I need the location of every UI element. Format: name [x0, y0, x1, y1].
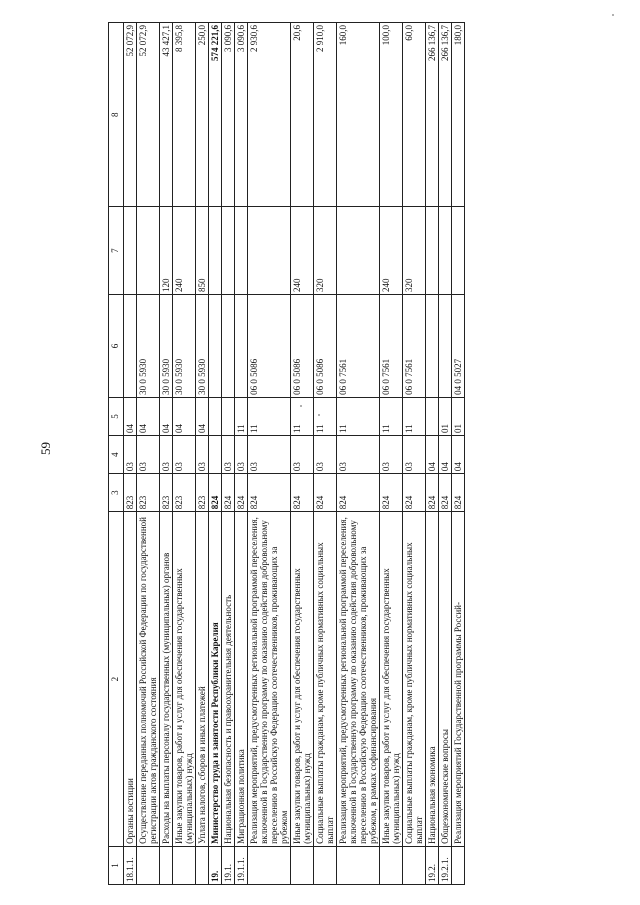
cell-c8: 3 090,6 — [222, 23, 235, 207]
cell-c3: 824 — [439, 474, 452, 512]
cell-c2: Органы юстиции — [124, 512, 137, 847]
cell-c4: 03 — [337, 436, 380, 474]
table-row — [337, 23, 380, 885]
cell-c8: 160,0 — [337, 23, 380, 207]
cell-c3: 823 — [196, 474, 209, 512]
cell-c3: 823 — [124, 474, 137, 512]
cell-c8: 52 072,9 — [137, 23, 160, 207]
cell-c6: 30 0 5930 — [160, 294, 173, 397]
budget-table — [108, 22, 465, 885]
cell-c8: 20,6 — [291, 23, 314, 207]
cell-c7 — [222, 207, 235, 295]
cell-c8: 100,0 — [380, 23, 403, 207]
cell-c7: 240 — [291, 207, 314, 295]
cell-c7 — [439, 207, 452, 295]
header-cell-2: 2 — [109, 512, 124, 847]
cell-c3: 824 — [235, 474, 248, 512]
cell-c6: 06 0 7561 — [337, 294, 380, 397]
cell-c3: 824 — [426, 474, 439, 512]
cell-c4: 04 — [452, 436, 465, 474]
table-row — [403, 23, 426, 885]
scan-speck — [318, 414, 320, 416]
cell-c4: 04 — [439, 436, 452, 474]
header-cell-3: 3 — [109, 474, 124, 512]
cell-c2: Реализация мероприятий, предусмотренных региональной программой переселения, включенной в Государственную программу по оказанию содействия добровольному переселению в Российскую Федерацию соотечественников, проживающих за рубежом, в рамках софинансирования — [337, 512, 380, 847]
cell-c1: 19.1.1. — [235, 846, 248, 884]
page-number: 59 — [38, 442, 53, 455]
cell-c5: 04 — [137, 397, 160, 435]
cell-c7 — [248, 207, 291, 295]
cell-c1 — [337, 846, 380, 884]
cell-c6 — [439, 294, 452, 397]
table-row — [248, 23, 291, 885]
cell-c4: 03 — [235, 436, 248, 474]
cell-c8: 43 427,1 — [160, 23, 173, 207]
cell-c5: 04 — [173, 397, 196, 435]
cell-c6: 30 0 5930 — [196, 294, 209, 397]
table-row — [124, 23, 137, 885]
cell-c6: 30 0 5930 — [137, 294, 160, 397]
table-row — [452, 23, 465, 885]
cell-c2: Осуществление переданных полномочий Российской Федерации по государственной регистрации актов гражданского состояния — [137, 512, 160, 847]
table-row — [380, 23, 403, 885]
cell-c7: 240 — [173, 207, 196, 295]
cell-c5 — [209, 397, 222, 435]
cell-c3: 824 — [291, 474, 314, 512]
cell-c4: 03 — [160, 436, 173, 474]
cell-c8: 266 136,7 — [426, 23, 439, 207]
cell-c8: 60,0 — [403, 23, 426, 207]
header-cell-5: 5 — [109, 397, 124, 435]
header-cell-4: 4 — [109, 436, 124, 474]
cell-c7: 320 — [403, 207, 426, 295]
cell-c2: Расходы на выплаты персоналу государственных (муниципальных) органов — [160, 512, 173, 847]
cell-c2: Иные закупки товаров, работ и услуг для обеспечения государственных (муниципальных) нужд — [380, 512, 403, 847]
cell-c3: 823 — [137, 474, 160, 512]
cell-c1 — [248, 846, 291, 884]
table-row — [314, 23, 337, 885]
cell-c2: Реализация мероприятий Государственной программы Россий- — [452, 512, 465, 847]
cell-c1 — [160, 846, 173, 884]
cell-c6 — [222, 294, 235, 397]
cell-c7 — [137, 207, 160, 295]
cell-c5: 11 — [403, 397, 426, 435]
table-row — [137, 23, 160, 885]
cell-c1: 19.2. — [426, 846, 439, 884]
table-row — [235, 23, 248, 885]
cell-c4: 04 — [426, 436, 439, 474]
cell-c5: 01 — [439, 397, 452, 435]
cell-c2: Министерство труда и занятости Республики Карелия — [209, 512, 222, 847]
table-row — [291, 23, 314, 885]
table-row — [209, 23, 222, 885]
cell-c4: 03 — [291, 436, 314, 474]
cell-c5: 11 — [248, 397, 291, 435]
table-row — [160, 23, 173, 885]
cell-c4: 03 — [173, 436, 196, 474]
cell-c4: 03 — [314, 436, 337, 474]
cell-c2: Национальная экономика — [426, 512, 439, 847]
cell-c8: 250,0 — [196, 23, 209, 207]
cell-c7 — [209, 207, 222, 295]
cell-c3: 824 — [337, 474, 380, 512]
cell-c5: 04 — [196, 397, 209, 435]
cell-c7: 240 — [380, 207, 403, 295]
cell-c4: 03 — [196, 436, 209, 474]
header-cell-8: 8 — [109, 23, 124, 207]
cell-c2: Иные закупки товаров, работ и услуг для обеспечения государственных (муниципальных) нужд — [173, 512, 196, 847]
cell-c5 — [222, 397, 235, 435]
cell-c1 — [291, 846, 314, 884]
cell-c8: 3 090,6 — [235, 23, 248, 207]
cell-c3: 824 — [452, 474, 465, 512]
cell-c1 — [403, 846, 426, 884]
cell-c2: Общеэкономические вопросы — [439, 512, 452, 847]
cell-c4: 03 — [137, 436, 160, 474]
cell-c8: 574 221,6 — [209, 23, 222, 207]
rotated-table-container — [108, 22, 611, 885]
cell-c3: 824 — [248, 474, 291, 512]
cell-c1: 18.1.1. — [124, 846, 137, 884]
cell-c7 — [235, 207, 248, 295]
cell-c1 — [380, 846, 403, 884]
cell-c5 — [426, 397, 439, 435]
cell-c6: 04 0 5027 — [452, 294, 465, 397]
cell-c2: Социальные выплаты гражданам, кроме публичных нормативных социальных выплат — [403, 512, 426, 847]
table-row — [439, 23, 452, 885]
cell-c8: 52 072,9 — [124, 23, 137, 207]
cell-c8: 2 910,0 — [314, 23, 337, 207]
cell-c2: Иные закупки товаров, работ и услуг для обеспечения государственных (муниципальных) нужд — [291, 512, 314, 847]
cell-c8: 2 930,6 — [248, 23, 291, 207]
cell-c7 — [452, 207, 465, 295]
table-row — [222, 23, 235, 885]
cell-c6 — [426, 294, 439, 397]
cell-c1 — [196, 846, 209, 884]
cell-c2: Уплата налогов, сборов и иных платежей — [196, 512, 209, 847]
cell-c1: 19.1. — [222, 846, 235, 884]
table-row — [196, 23, 209, 885]
cell-c3: 823 — [173, 474, 196, 512]
cell-c3: 824 — [314, 474, 337, 512]
cell-c7 — [124, 207, 137, 295]
cell-c1: 19. — [209, 846, 222, 884]
cell-c3: 824 — [380, 474, 403, 512]
cell-c7 — [337, 207, 380, 295]
cell-c6: 06 0 7561 — [380, 294, 403, 397]
cell-c6: 30 0 5930 — [173, 294, 196, 397]
cell-c5: 01 — [452, 397, 465, 435]
cell-c7: 850 — [196, 207, 209, 295]
cell-c4: 03 — [248, 436, 291, 474]
cell-c5: 11 — [314, 397, 337, 435]
cell-c3: 823 — [160, 474, 173, 512]
table-header-row — [109, 23, 124, 885]
cell-c2: Национальная безопасность и правоохранительная деятельность — [222, 512, 235, 847]
cell-c1: 19.2.1. — [439, 846, 452, 884]
cell-c6 — [209, 294, 222, 397]
cell-c6: 06 0 7561 — [403, 294, 426, 397]
cell-c3: 824 — [403, 474, 426, 512]
cell-c5: 04 — [124, 397, 137, 435]
cell-c2: Реализация мероприятий, предусмотренных региональной программой переселения, включенной в Государственную программу по оказанию содействия добровольному переселению в Российскую Федерацию соотечественников, проживающих за рубежом — [248, 512, 291, 847]
cell-c4: 03 — [403, 436, 426, 474]
cell-c5: 04 — [160, 397, 173, 435]
cell-c8: 180,0 — [452, 23, 465, 207]
cell-c5: 11 — [235, 397, 248, 435]
cell-c4: 03 — [380, 436, 403, 474]
cell-c7 — [426, 207, 439, 295]
cell-c1 — [314, 846, 337, 884]
cell-c8: 266 136,7 — [439, 23, 452, 207]
cell-c6: 06 0 5086 — [314, 294, 337, 397]
cell-c1 — [173, 846, 196, 884]
cell-c2: Миграционная политика — [235, 512, 248, 847]
cell-c2: Социальные выплаты гражданам, кроме публичных нормативных социальных выплат — [314, 512, 337, 847]
cell-c1 — [137, 846, 160, 884]
header-cell-1: 1 — [109, 846, 124, 884]
cell-c6 — [124, 294, 137, 397]
cell-c1 — [452, 846, 465, 884]
cell-c5: 11 — [291, 397, 314, 435]
table-row — [426, 23, 439, 885]
scan-speck — [300, 405, 302, 407]
cell-c4: 03 — [222, 436, 235, 474]
cell-c6: 06 0 5086 — [291, 294, 314, 397]
header-cell-6: 6 — [109, 294, 124, 397]
cell-c6: 06 0 5086 — [248, 294, 291, 397]
cell-c5: 11 — [337, 397, 380, 435]
cell-c3: 824 — [209, 474, 222, 512]
cell-c6 — [235, 294, 248, 397]
cell-c3: 824 — [222, 474, 235, 512]
header-cell-7: 7 — [109, 207, 124, 295]
cell-c4: 03 — [124, 436, 137, 474]
cell-c4 — [209, 436, 222, 474]
cell-c7: 320 — [314, 207, 337, 295]
table-row — [173, 23, 196, 885]
cell-c8: 8 395,8 — [173, 23, 196, 207]
scan-speck — [612, 14, 614, 16]
cell-c5: 11 — [380, 397, 403, 435]
cell-c7: 120 — [160, 207, 173, 295]
